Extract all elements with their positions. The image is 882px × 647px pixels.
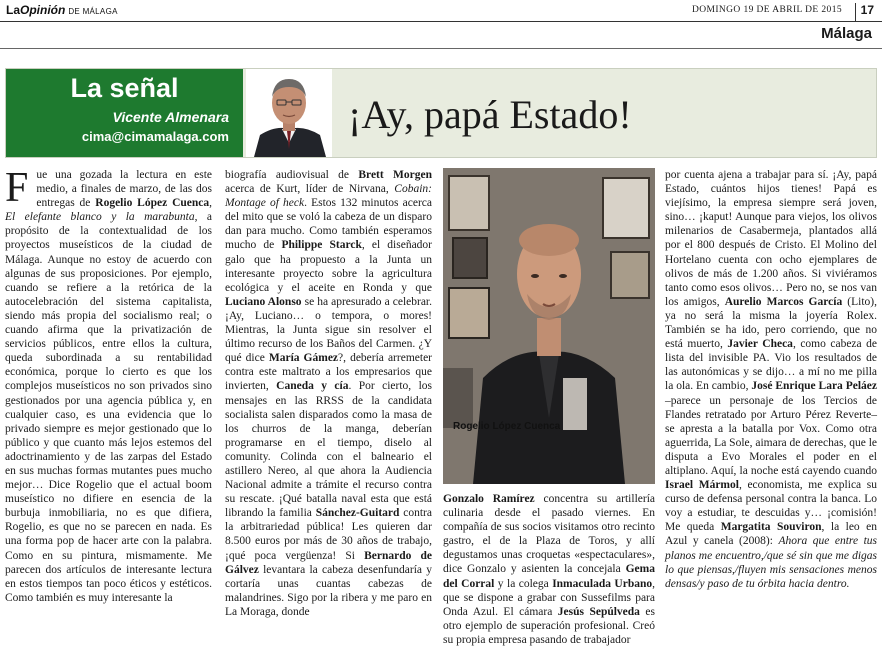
article-column-3 <box>443 492 655 647</box>
article-headline: ¡Ay, papá Estado! <box>348 92 632 137</box>
masthead <box>0 0 882 22</box>
article-column-4 <box>665 168 877 591</box>
article-paragraph: Fue una gozada la lectura en este medio, a finales de marzo, de las dos entregas de Rogelio López Cuenca, El elefante blanco y la marabunta, a propósito de la contextualidad de los proyectos museísticos de la ciudad de Málaga. Aunque no estoy de acuerdo con algunas de sus proposiciones. Por ejemplo, cuando se refiere a la retórica de la autocelebración del sistema capitalista, siendo más propia del socialismo real; o cuando afirma que la privatización de servicios públicos, entre ellos la cultura, queda subordinada a su rentabilidad económica, porque lo cierto es que los complejos museísticos no son privados sino gestionados por una agencia pública y, en cualquier caso, es una evidencia que lo privado siempre es mejor gestionado que lo público y que cuanto más lejos estemos del adoctrinamiento y de las zarpas del Estado en sus muchas formas mutantes pues mucho mejor… Dice Rogelio que el actual boom museístico no difiere en esencia de la burbuja inmobiliaria, no es que difiera, Rogelio, es que no se parecen en nada. Es una forma pop de hacer arte con la palabra. Como en su pintura, mismamente. Me parecen dos artículos de interesante lectura en estos tiempos tan poco éticos y estéticos. Como también es muy interesante la <box>5 165 212 604</box>
author-headshot <box>246 69 332 157</box>
newspaper-logo[interactable]: LaOpinión DE MÁLAGA <box>6 3 118 17</box>
column-author: Vicente Almenara <box>112 109 229 125</box>
author-email-link[interactable]: cima@cimamalaga.com <box>81 129 229 144</box>
issue-date: DOMINGO 19 DE ABRIL DE 2015 <box>691 5 842 15</box>
page-number: 17 <box>855 3 874 21</box>
article-column-1 <box>5 165 212 605</box>
article-paragraph: Gonzalo Ramírez concentra su artillería culinaria desde el pasado viernes. En compañía de sus socios visitamos otro recinto gastro, el de la Plaza de Toros, y allí degustamos unas croquetas «espectaculares», dice Gonzalo y asienten la concejala Gema del Corral y la colega Inmaculada Urbano, que se dispone a grabar con Sussefilms para Onda Azul. El cámara Jesús Sepúlveda es otro ejemplo de superación profesional. Creó su propia empresa pasando de trabajador <box>443 493 655 646</box>
section-divider <box>0 48 882 49</box>
article-photo <box>443 168 655 484</box>
column-title: La señal <box>70 73 179 103</box>
article-paragraph: por cuenta ajena a trabajar para sí. ¡Ay, papá Estado, cuántos hijos tienes! Papá es viejísimo, la empresa siempre será joven, sino… ¡kaput! Aunque para viejos, los olivos milenarios de Casabermeja, plantados allá por el 800 después de Cristo. El Molino del Hortelano cuenta con ocho ejemplares de olivos de más de 1.200 años. Si viviéramos tanto como esos olivos… Pero no, se nos van los amigos, Aurelio Marcos García (Lito), ya no será la misma la joyería Rolex. También se ha ido, pero corriendo, que no está muerto, Javier Checa, como cabeza de lista del invisible PA. Vio los resultados de las autonómicas y se dijo… a mí no me pilla la ola. En cambio, José Enrique Lara Peláez –parece un personaje de los Tercios de Flandes retratado por Arturo Pérez Reverte– se apresta a la batalla por Vox. Como otra aguerrida, La Sole, aimara de derechas, que le disputa a Evo Morales el poder en el altiplano. Aquí, la noche está cayendo cuando Israel Mármol, economista, me explica su curso de defensa personal contra la banca. Lo voy a estudiar, te descuidas y… ¡comisión! Me queda Margatita Souviron, la leo en Azul y canela (2008): Ahora que entre tus planos me encuentro,/que sé sin que me digas lo que piensas,/fluyen mis sensaciones menos densas/y paso de tu órbita hacia dentro. <box>665 169 878 590</box>
column-label <box>6 69 243 157</box>
article-paragraph: biografía audiovisual de Brett Morgen acerca de Kurt, líder de Nirvana, Cobain: Montage of heck. Estos 132 minutos acerca del mito que se voló la cabeza de un disparo dan para mucho. Como también esperamos mucho de Philippe Starck, el diseñador galo que ha propuesto a la Junta un interesante proyecto sobre la agricultura ecológica y el aceite en Ronda y que Luciano Alonso se ha apresurado a celebrar. ¡Ay, Luciano… o tempora, o mores! Mientras, la Junta sigue sin resolver el último recurso de los Baños del Carmen. ¿Y qué dice María Gámez?, debería arremeter contra este maltrato a los empresarios que invierten, Caneda y cía. Por cierto, los mensajes en las RRSS de la candidata socialista salen disparados como la masa de los churros de la manga, deberían programarse en el tiempo, diselo al comunity. Colinda con el balneario el astillero Nereo, al que ahora la Audiencia Nacional admite a trámite el recurso contra su rescate. ¡Qué batalla naval esta que está librando la familia Sánchez-Guitard contra la arbitrariedad pública! Les quieren dar 8.500 euros por más de 30 años de trabajo, ¡qué poca vergüenza! Si Bernardo de Gálvez levantara la cabeza desenfundaría y cortaría unas cuantas cabezas de malandrines. Sigo por la ribera y me paro en La Moraga, donde <box>225 169 433 618</box>
photo-caption: Rogelio López Cuenca <box>453 421 561 432</box>
article-column-2 <box>225 168 432 619</box>
column-header <box>5 68 877 158</box>
drop-cap: F <box>5 165 29 211</box>
section-title: Málaga <box>821 25 872 42</box>
